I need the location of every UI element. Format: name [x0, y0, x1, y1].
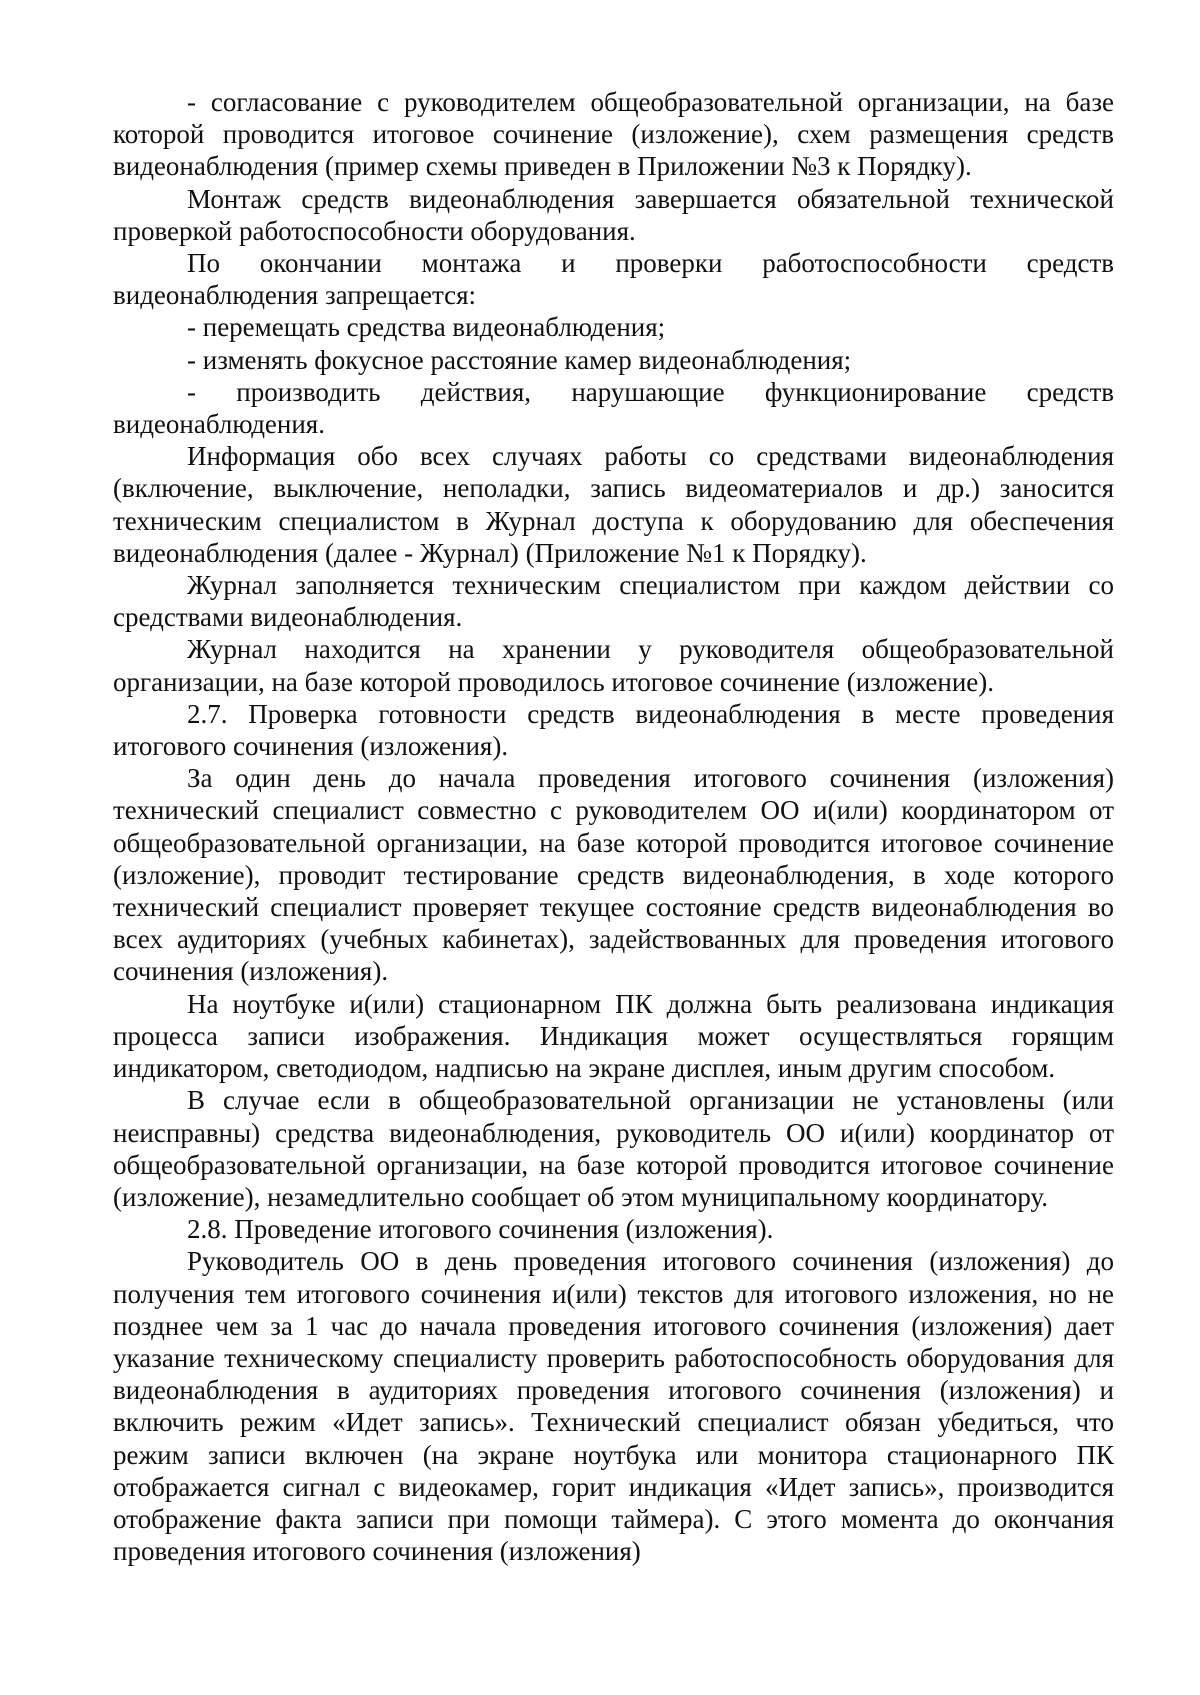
paragraph-prohibition-actions: - производить действия, нарушающие функционирование средств видеонаблюдения.: [113, 376, 1114, 440]
paragraph-prohibition-move: - перемещать средства видеонаблюдения;: [187, 312, 666, 343]
paragraph-missing-equipment: В случае если в общеобразовательной организации не установлены (или неисправны) средства видеонаблюдения, руководитель ОО и(или) координатор от общеобразовательной организации, на базе которой проводится итоговое сочинение (изложение), незамедлительно сообщает об этом муниципальному координатору.: [113, 1085, 1114, 1212]
paragraph-indication: На ноутбуке и(или) стационарном ПК должна быть реализована индикация процесса записи изображения. Индикация может осуществляться горящим индикатором, светодиодом, надписью на экране дисплея, иным другим способом.: [113, 988, 1114, 1084]
paragraph-journal-info: Информация обо всех случаях работы со средствами видеонаблюдения (включение, выключение, неполадки, запись видеоматериалов и др.) заносится техническим специалистом в Журнал доступа к оборудованию для обеспечения видеонаблюдения (далее - Журнал) (Приложение №1 к Порядку).: [113, 441, 1114, 568]
paragraph-coordination: - согласование с руководителем общеобразовательной организации, на базе которой проводится итоговое сочинение (изложение), схем размещения средств видеонаблюдения (пример схемы приведен в Приложении №3 к Порядку).: [113, 87, 1114, 182]
paragraph-prohibition-focus: - изменять фокусное расстояние камер видеонаблюдения;: [187, 344, 852, 375]
paragraph-exam-day: Руководитель ОО в день проведения итогового сочинения (изложения) до получения тем итогового сочинения и(или) текстов для итогового изложения, но не позднее чем за 1 час до начала проведения итогового сочинения (изложения) дает указание техническому специалисту проверить работоспособность оборудования для видеонаблюдения в аудиториях проведения итогового сочинения (изложения) и включить режим «Идет запись». Технический специалист обязан убедиться, что режим записи включен (на экране ноутбука или монитора стационарного ПК отображается сигнал с видеокамер, горит индикация «Идет запись», производится отображение факта записи при помощи таймера). С этого момента до окончания проведения итогового сочинения (изложения): [113, 1246, 1114, 1567]
document-body: [113, 86, 1114, 1567]
paragraph-prohibitions-intro: По окончании монтажа и проверки работоспособности средств видеонаблюдения запрещается:: [113, 248, 1114, 311]
paragraph-journal-filling: Журнал заполняется техническим специалистом при каждом действии со средствами видеонаблюдения.: [113, 570, 1114, 633]
section-heading-2-7: 2.7. Проверка готовности средств видеонаблюдения в месте проведения итогового сочинения (изложения).: [113, 698, 1114, 762]
paragraph-installation-check: Монтаж средств видеонаблюдения завершается обязательной технической проверкой работоспособности оборудования.: [113, 183, 1114, 246]
paragraph-journal-storage: Журнал находится на хранении у руководителя общеобразовательной организации, на базе которой проводилось итоговое сочинение (изложение).: [113, 634, 1114, 697]
paragraph-testing: За один день до начала проведения итогового сочинения (изложения) технический специалист совместно с руководителем ОО и(или) координатором от общеобразовательной организации, на базе которой проводится итоговое сочинение (изложение), проводит тестирование средств видеонаблюдения, в ходе которого технический специалист проверяет текущее состояние средств видеонаблюдения во всех аудиториях (учебных кабинетах), задействованных для проведения итогового сочинения (изложения).: [113, 763, 1114, 987]
section-heading-2-8: 2.8. Проведение итогового сочинения (изложения).: [187, 1214, 774, 1245]
